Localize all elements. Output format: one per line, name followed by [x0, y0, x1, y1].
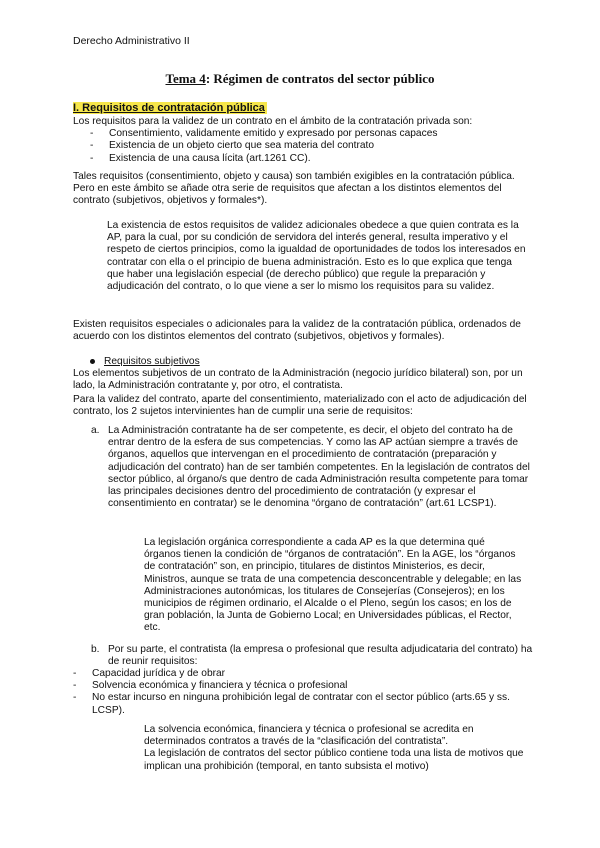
list-item: - Consentimiento, validamente emitido y expresado por personas capaces	[73, 128, 533, 140]
quote-3-line-2: La legislación de contratos del sector público contiene toda una lista de motivos que implican una prohibición (temporal, en tanto subsista el motivo)	[144, 748, 524, 772]
intro-block	[73, 116, 533, 165]
page-header: Derecho Administrativo II	[73, 35, 190, 47]
bullet-subjetivos	[90, 356, 200, 368]
quote-block-1: La existencia de estos requisitos de validez adicionales obedece a que quien contrata es la AP, para la cual, por su condición de servidora del interés general, resulta imperativo y el respeto de ciertos principios, como la igualdad de oportunidades de todos los interesados en contratar con ella o el principio de buena administración. Esto es lo que explica que tenga que haber una legislación especial (de derecho público) que regule la preparación y adjudicación del contrato, o lo que viene a ser lo mismo los requisitos para su validez.	[107, 220, 526, 293]
bullet-dot-icon	[90, 359, 95, 364]
intro-list	[73, 128, 533, 165]
document-title	[0, 73, 600, 85]
item-a-letter: a.	[91, 425, 100, 436]
quote-block-3	[144, 724, 524, 773]
list-item: - Capacidad jurídica y de obrar	[56, 668, 533, 680]
section-heading: I. Requisitos de contratación pública	[73, 102, 265, 114]
intro-line: Los requisitos para la validez de un contrato en el ámbito de la contratación privada son:	[73, 116, 473, 127]
contratista-requirements	[73, 668, 533, 717]
list-item: - Solvencia económica y financiera y técnica o profesional	[56, 680, 533, 692]
paragraph-elementos: Los elementos subjetivos de un contrato de la Administración (negocio jurídico bilateral) son, por un lado, la Administración contratante y, por otro, el contratista.	[73, 368, 523, 392]
list-item: - No estar incurso en ninguna prohibición legal de contratar con el sector público (arts.65 y ss. LCSP).	[56, 692, 533, 716]
paragraph-existen: Existen requisitos especiales o adicionales para la validez de la contratación pública, ordenados de acuerdo con los distintos elementos del contrato (subjetivos, objetivos y formales).	[73, 319, 521, 343]
quote-3-line-1: La solvencia económica, financiera y técnica o profesional se acredita en determinados contratos a través de la “clasificación del contratista”.	[144, 724, 474, 748]
list-item: - Existencia de un objeto cierto que sea materia del contrato	[73, 140, 533, 152]
item-b-text: Por su parte, el contratista (la empresa o profesional que resulta adjudicataria del contrato) ha de reunir requisitos:	[108, 644, 533, 668]
title-text: : Régimen de contratos del sector público	[205, 71, 435, 86]
list-item: - Existencia de una causa lícita (art.1261 CC).	[73, 153, 533, 165]
requirements-list	[56, 668, 533, 717]
item-b	[91, 644, 533, 668]
paragraph-validez: Para la validez del contrato, aparte del consentimiento, materializado con el acto de adjudicación del contrato, los 2 sujetos intervinientes han de cumplir una serie de requisitos:	[73, 394, 527, 418]
title-tema: Tema 4	[165, 71, 206, 86]
item-a	[91, 425, 533, 510]
bullet-label: Requisitos subjetivos	[104, 356, 200, 367]
item-b-letter: b.	[91, 644, 100, 655]
quote-block-2: La legislación orgánica correspondiente a cada AP es la que determina qué órganos tienen la condición de “órganos de contratación”. En la AGE, los “órganos de contratación” son, en principio, titulares de distintos Ministerios, es decir, Ministros, aunque se trata de una competencia desconcentrable y delegable; en las Administraciones autonómicas, los titulares de Consejerías (Consejeros); en los municipios de régimen ordinario, el Alcalde o el Pleno, según los casos; en los de gran población, la Junta de Gobierno Local; en Universidades públicas, el Rector, etc.	[144, 537, 522, 634]
item-a-text: La Administración contratante ha de ser competente, es decir, el objeto del contrato ha de entrar dentro de la esfera de sus competencias. Y como las AP actúan siempre a través de órganos, aquellos que intervengan en el procedimiento de contratación (preparación y adjudicación del contrato) han de ser también competentes. En la legislación de contratos del sector público, al órgano/s que dentro de cada Administración resulta competente para tomar las principales decisiones dentro del procedimiento de contratación (y expresar el consentimiento en contratar) se le denomina “órgano de contratación” (art.61 LCSP1).	[108, 425, 530, 510]
paragraph-tales: Tales requisitos (consentimiento, objeto y causa) son también exigibles en la contratación pública. Pero en este ámbito se añade otra serie de requisitos que afectan a los distintos elementos del contrato (subjetivos, objetivos y formales*).	[73, 171, 515, 207]
